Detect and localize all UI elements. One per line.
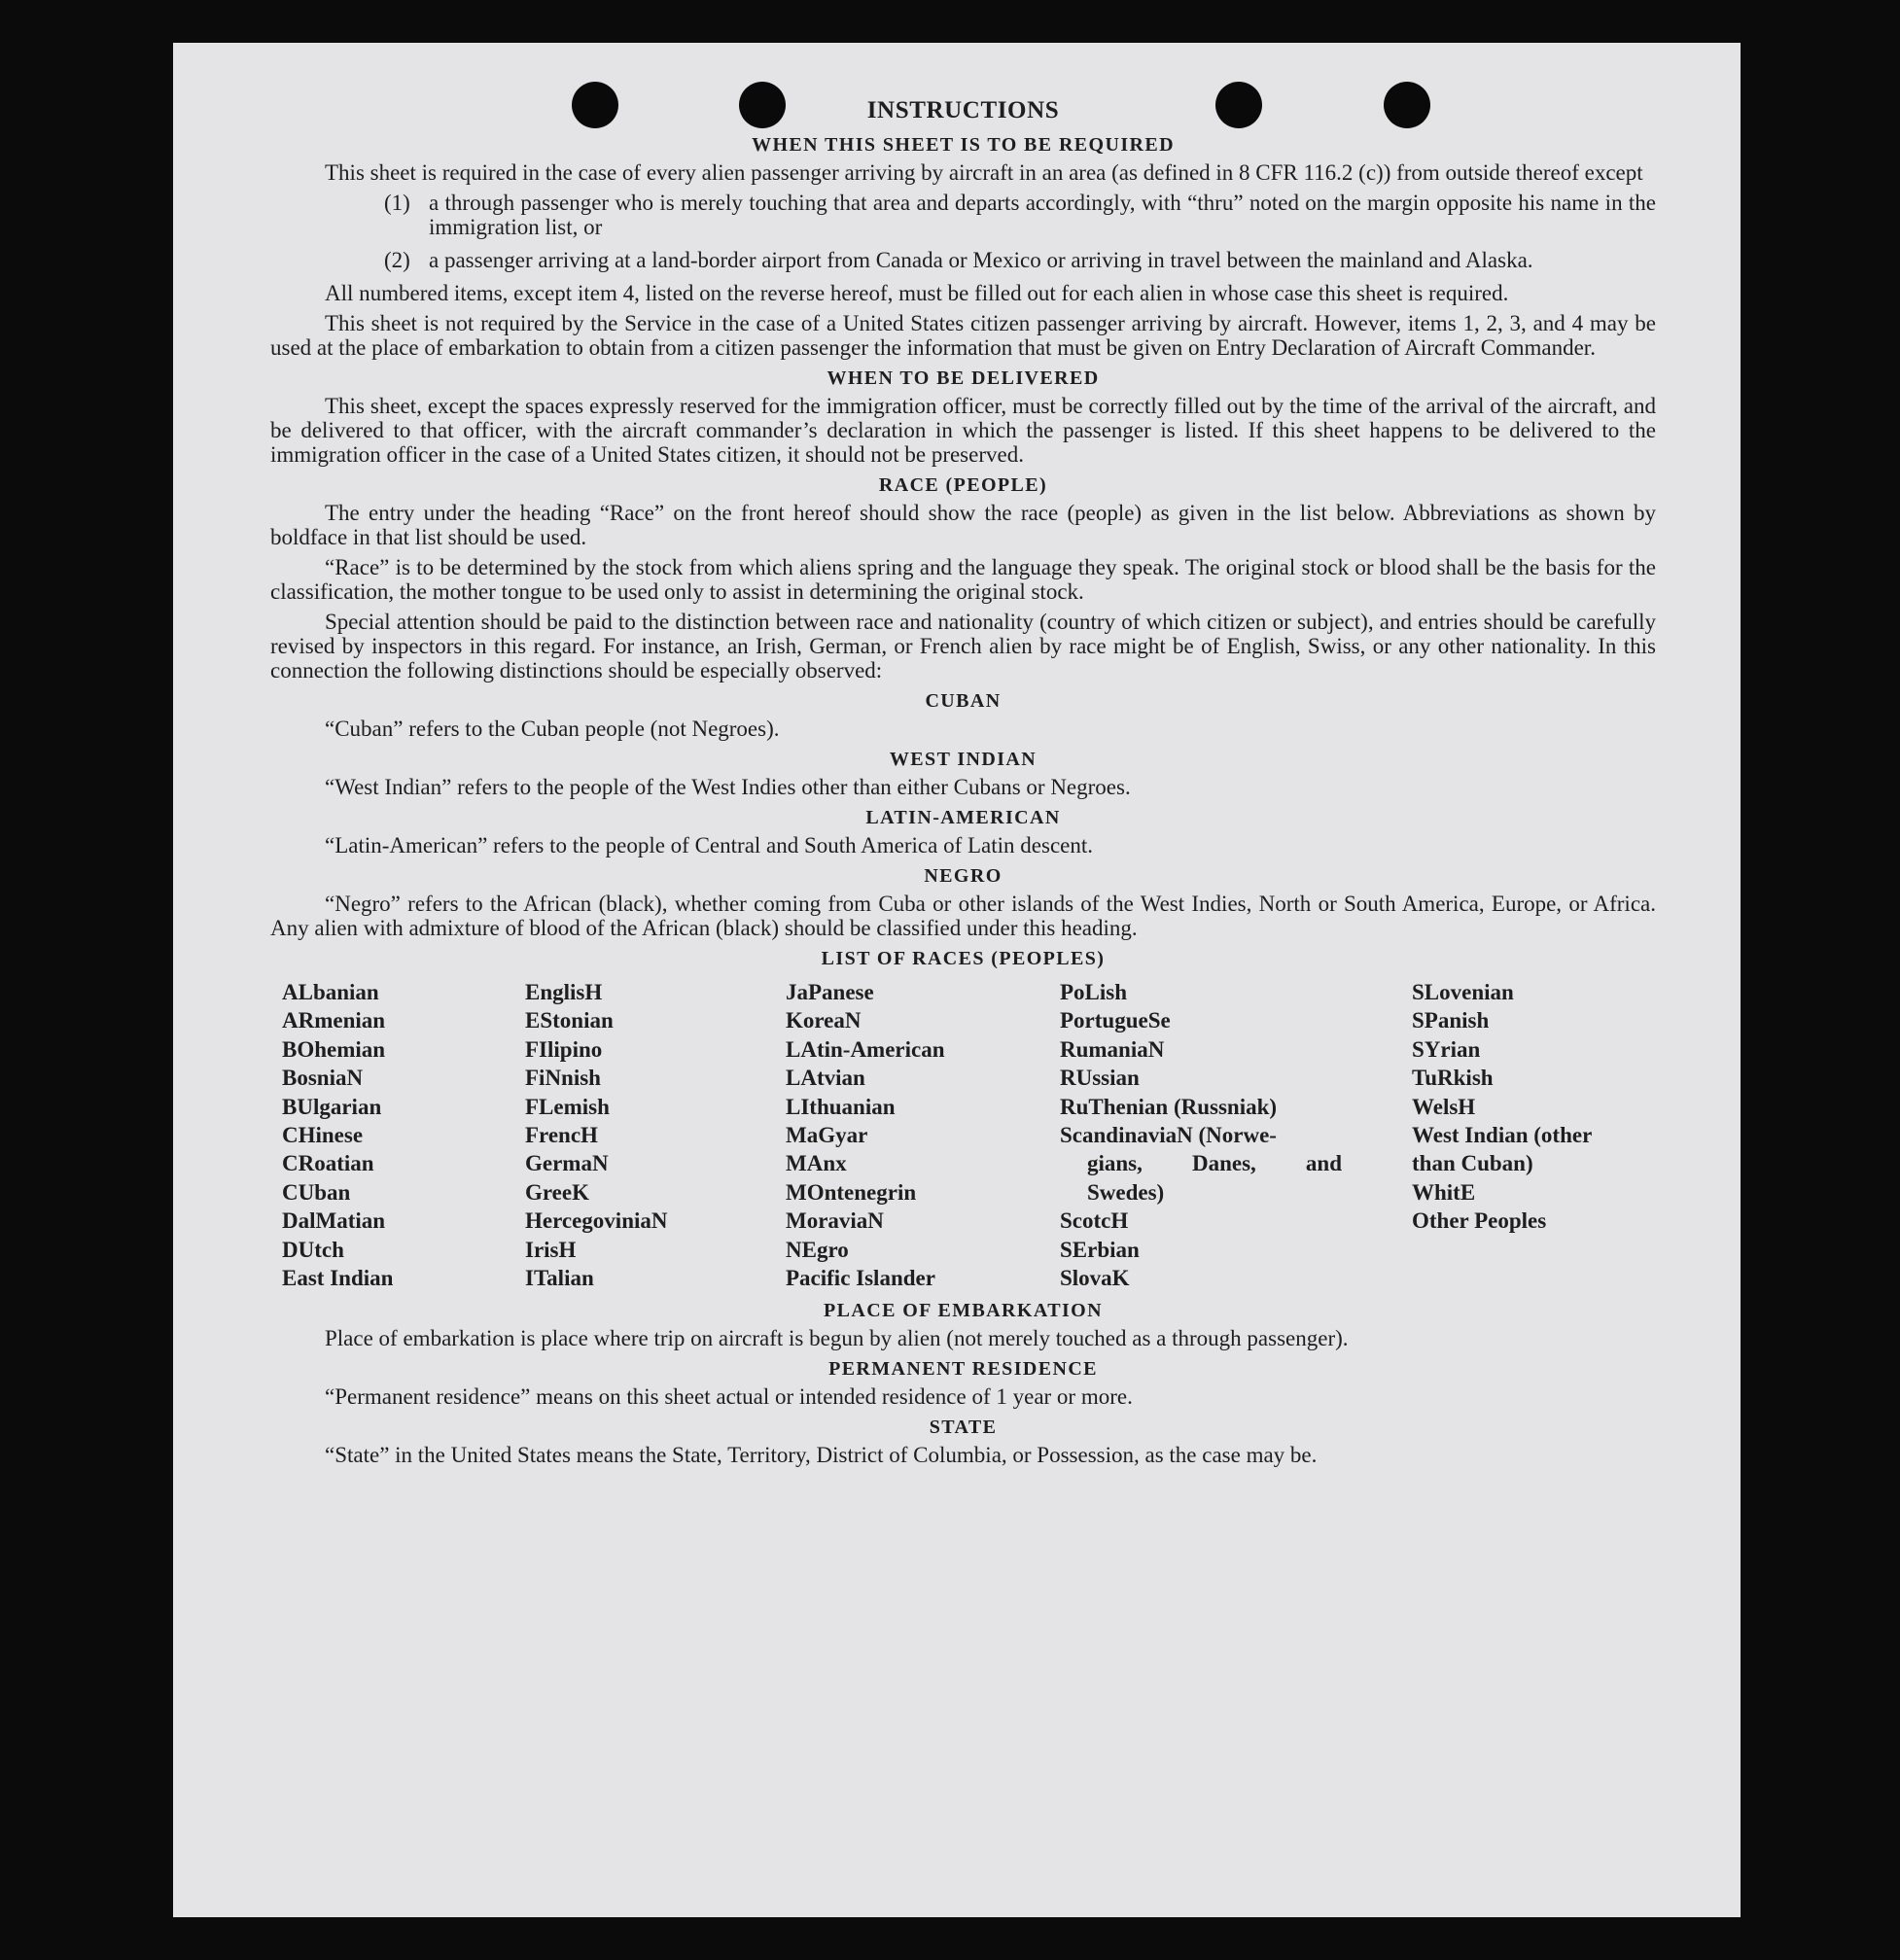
race-entry: Other Peoples [1412,1208,1547,1234]
race-entry: ARmenian [282,1008,386,1033]
race-entry: MoraviaN [786,1208,884,1234]
race-entry: RUssian [1060,1066,1140,1091]
race-entry: EnglisH [525,980,603,1004]
section-heading-embarkation: PLACE OF EMBARKATION [824,1300,1103,1322]
race-entry: JaPanese [786,980,874,1004]
race-entry: WelsH [1412,1094,1476,1119]
races-column-5 [1412,978,1665,1292]
paragraph: The entry under the heading “Race” on the front hereof should show the race (people) as given in the list below. Abbreviations as shown by boldface in that list should be used. [270,501,1656,549]
race-entry: IrisH [525,1237,577,1262]
item-number: (1) [384,191,410,215]
race-entry: BosniaN [282,1066,364,1091]
paragraph: All numbered items, except item 4, listed on the reverse hereof, must be filled out for each alien in whose case this sheet is required. [325,281,1509,305]
race-entry: MAnx [786,1151,847,1176]
section-heading-race: RACE (PEOPLE) [878,474,1048,496]
race-entry: FLemish [525,1094,610,1119]
race-entry: Pacific Islander [786,1266,935,1291]
races-column-2 [525,978,786,1292]
race-entry: PoLish [1060,980,1128,1004]
paragraph: “Latin-American” refers to the people of Central and South America of Latin descent. [325,833,1093,858]
race-entry: SLovenian [1412,980,1514,1004]
list-item [384,191,1656,239]
document-title: INSTRUCTIONS [866,97,1060,123]
race-entry: GermaN [525,1151,609,1176]
race-entry: BUlgarian [282,1094,382,1119]
race-entry: gians, Danes, and [1087,1151,1342,1176]
section-heading-latin-american: LATIN-AMERICAN [865,807,1061,828]
race-entry: MaGyar [786,1123,868,1148]
section-heading-residence: PERMANENT RESIDENCE [828,1358,1098,1381]
section-heading-list-of-races: LIST OF RACES (PEOPLES) [821,948,1106,969]
section-heading-negro: NEGRO [924,865,1003,887]
paragraph: “Race” is to be determined by the stock from which aliens spring and the language they speak. The original stock or blood shall be the basis for the classification, the mother tongue to be used only to assist in determining the original stock. [270,555,1656,604]
section-heading-when-required: WHEN THIS SHEET IS TO BE REQUIRED [752,134,1175,156]
races-list [282,978,1656,1292]
race-entry: CRoatian [282,1151,374,1176]
race-entry: LIthuanian [786,1094,896,1119]
paragraph: “Permanent residence” means on this sheet actual or intended residence of 1 year or more. [325,1384,1133,1410]
paragraph: “Negro” refers to the African (black), whether coming from Cuba or other islands of the West Indies, North or South America, Europe, or Africa. Any alien with admixture of blood of the African (black) should be classified under this heading. [270,892,1656,940]
race-entry: LAtin-American [786,1036,945,1062]
document-content [270,97,1656,1473]
race-entry: KoreaN [786,1008,862,1033]
race-entry: East Indian [282,1266,394,1291]
race-entry: SPanish [1412,1008,1490,1033]
race-entry: West Indian (other [1412,1123,1593,1148]
item-text: a through passenger who is merely touching that area and departs accordingly, with “thru” noted on the margin opposite his name in the immigration list, or [429,191,1656,239]
race-entry: ALbanian [282,980,379,1004]
paragraph: “Cuban” refers to the Cuban people (not Negroes). [325,717,780,741]
race-entry: SlovaK [1060,1266,1130,1291]
race-entry: ScotcH [1060,1208,1129,1234]
race-entry: FrencH [525,1123,598,1148]
race-entry: LAtvian [786,1066,865,1091]
race-entry: GreeK [525,1179,589,1205]
race-entry: FIlipino [525,1036,603,1062]
race-entry: SYrian [1412,1036,1481,1062]
race-entry: CHinese [282,1123,364,1148]
race-entry: HercegoviniaN [525,1208,668,1234]
race-entry: ITalian [525,1266,594,1291]
race-entry: DalMatian [282,1208,386,1234]
paragraph: “State” in the United States means the State, Territory, District of Columbia, or Possession, as the case may be. [325,1443,1318,1468]
paragraph: This sheet is required in the case of every alien passenger arriving by aircraft in an area (as defined in 8 CFR 116.2 (c)) from outside thereof except [325,160,1643,185]
list-item [384,248,1656,272]
race-entry: NEgro [786,1237,849,1262]
race-entry: CUban [282,1179,351,1205]
races-column-1 [282,978,525,1292]
paragraph: This sheet, except the spaces expressly reserved for the immigration officer, must be correctly filled out by the time of the arrival of the aircraft, and be delivered to that officer, with the aircraft commander’s declaration in which the passenger is listed. If this sheet happens to be delivered to the immigration officer in the case of a United States citizen, it should not be preserved. [270,394,1656,467]
race-entry: FiNnish [525,1066,601,1091]
race-entry: ScandinaviaN (Norwe- [1060,1123,1277,1148]
paragraph: Place of embarkation is place where trip on aircraft is begun by alien (not merely touched as a through passenger). [325,1326,1349,1351]
race-entry: BOhemian [282,1036,386,1062]
paragraph: Special attention should be paid to the distinction between race and nationality (country of which citizen or subject), and entries should be carefully revised by inspectors in this regard. For instance, an Irish, German, or French alien by race might be of English, Swiss, or any other nationality. In this connection the following distinctions should be especially observed: [270,610,1656,682]
race-entry: TuRkish [1412,1066,1494,1091]
race-entry: Swedes) [1087,1179,1165,1205]
document-page [173,43,1741,1917]
race-entry: DUtch [282,1237,344,1262]
race-entry: RuThenian (Russniak) [1060,1094,1278,1119]
race-entry: SErbian [1060,1237,1140,1262]
section-heading-when-delivered: WHEN TO BE DELIVERED [827,368,1100,389]
item-text: a passenger arriving at a land-border airport from Canada or Mexico or arriving in travel between the mainland and Alaska. [429,248,1533,272]
section-heading-cuban: CUBAN [925,690,1002,712]
race-entry: MOntenegrin [786,1179,917,1205]
races-column-3 [786,978,1060,1292]
paragraph: This sheet is not required by the Service in the case of a United States citizen passenger arriving by aircraft. However, items 1, 2, 3, and 4 may be used at the place of embarkation to obtain from a citizen passenger the information that must be given on Entry Declaration of Aircraft Commander. [270,311,1656,360]
race-entry: RumaniaN [1060,1036,1165,1062]
race-entry: than Cuban) [1412,1151,1533,1176]
race-entry: EStonian [525,1008,614,1033]
item-number: (2) [384,248,410,272]
races-column-4 [1060,978,1412,1292]
paragraph: “West Indian” refers to the people of the West Indies other than either Cubans or Negroes. [325,775,1131,799]
section-heading-west-indian: WEST INDIAN [889,749,1038,770]
race-entry: PortugueSe [1060,1008,1171,1033]
race-entry: WhitE [1412,1179,1476,1205]
section-heading-state: STATE [929,1417,998,1439]
